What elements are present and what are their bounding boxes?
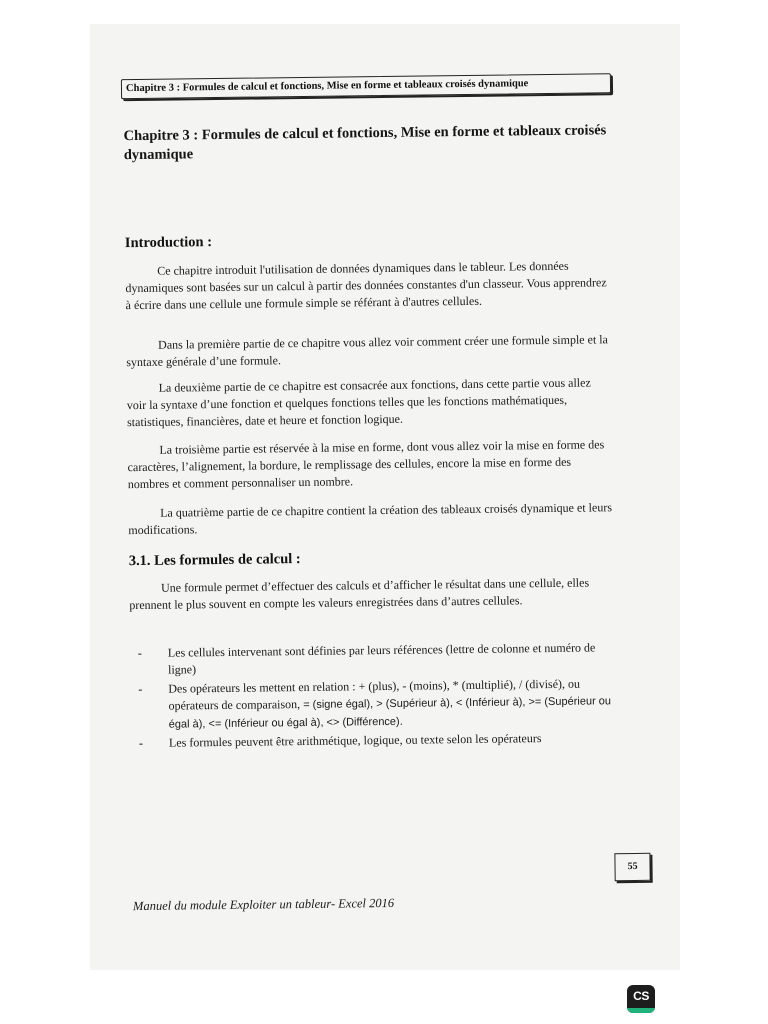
bullet-dash: - [137,645,142,661]
badge-green-strip [627,1008,655,1013]
camscanner-badge-icon [627,985,655,1013]
footer: Manuel du module Exploiter un tableur- Excel 2016 [132,895,395,914]
badge-text: CS [633,989,649,1003]
intro-heading: Introduction : [124,234,213,252]
bullet-dash: - [138,681,143,697]
bullet-item-1 [130,639,615,679]
intro-paragraph-5: La quatrième partie de ce chapitre contient la création des tableaux croisés dynamique et leurs modifications. [128,500,613,538]
bullet-text: Les formules peuvent être arithmétique, logique, ou texte selon les opérateurs [168,731,542,750]
running-header: Chapitre 3 : Formules de calcul et fonctions, Mise en forme et tableaux croisés dynamique [121,73,611,99]
section-heading-3-1: 3.1. Les formules de calcul : [128,551,301,570]
page-content [90,24,680,970]
intro-paragraph-1: Ce chapitre introduit l'utilisation de données dynamiques dans le tableur. Les données dynamiques sont basées sur un calcul à partir des données constantes d'un classeur. Vous apprendrez à écrire dans une cellule une formule simple se référant à d'autres cellules. [125,258,607,313]
section-paragraph: Une formule permet d’effectuer des calculs et d’afficher le résultat dans une cellule, elles prennent le plus souvent en compte les valeurs enregistrées dans d’autres cellules. [129,575,590,613]
bullet-text: Les cellules intervenant sont définies par leurs références (lettre de colonne et numéro de ligne) [167,640,596,677]
scanned-page [90,24,680,970]
intro-paragraph-2: Dans la première partie de ce chapitre vous allez voir comment créer une formule simple et la syntaxe générale d’une formule. [126,332,608,370]
bullet-text [168,675,616,733]
bullet-dash: - [138,735,144,751]
bullet-text-serif: Des opérateurs les mettent en relation : + (plus), - (moins), * (multiplié), / (divisé), ou opérateurs de comparaison, [168,676,581,713]
intro-paragraph-4: La troisième partie est réservée à la mise en forme, dont vous allez voir la mise en forme des caractères, l’alignement, la bordure, le remplissage des cellules, encore la mise en forme des nombres et comment personnaliser un nombre. [127,437,605,492]
bullet-text-sans: = (signe égal), > (Supérieur à), < (Inférieur à), >= (Supérieur ou égal à), <= (Inférieur ou égal à), <> (Différence). [168,695,612,731]
chapter-title: Chapitre 3 : Formules de calcul et fonctions, Mise en forme et tableaux croisés dynamique [123,122,607,164]
intro-paragraph-3: La deuxième partie de ce chapitre est consacrée aux fonctions, dans cette partie vous allez voir la syntaxe d’une fonction et quelques fonctions telles que les fonctions mathématiques, statistiques, financières, date et heure et fonction logique. [126,375,591,430]
page-number: 55 [614,853,650,881]
bullet-item-2 [130,675,616,734]
